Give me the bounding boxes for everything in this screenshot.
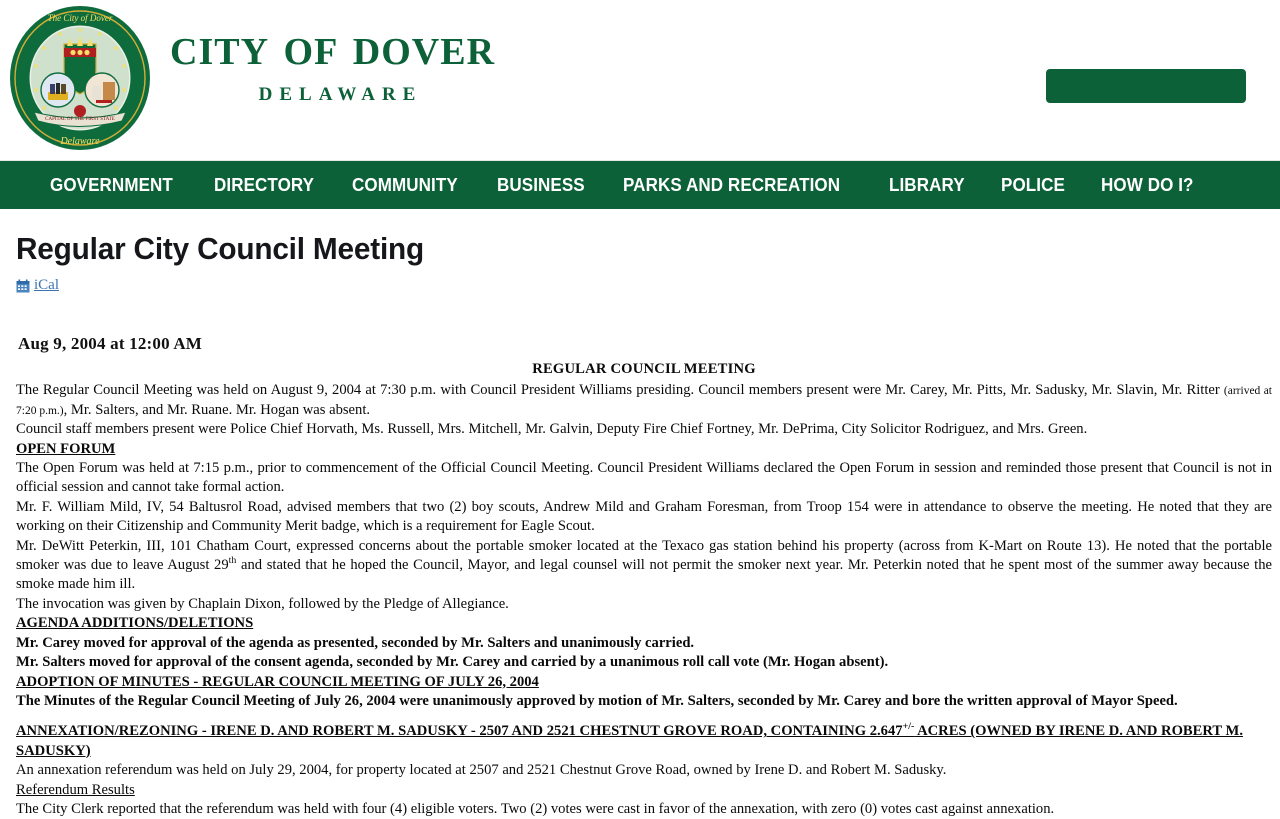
site-header (0, 0, 1280, 161)
intro-text-b: , Mr. Salters, and Mr. Ruane. Mr. Hogan was absent. (63, 401, 371, 418)
open-forum-paragraph-4: The invocation was given by Chaplain Dixon, followed by the Pledge of Allegiance. (16, 595, 509, 612)
annex-heading-a: ANNEXATION/REZONING - IRENE D. AND ROBERT M. SADUSKY - 2507 AND 2521 CHESTNUT GROVE ROAD, CONTAINING 2.647 (16, 723, 903, 740)
open-forum-paragraph-2: Mr. F. William Mild, IV, 54 Baltusrol Road, advised members that two (2) boy scouts, Andrew Mild and Graham Foresman, from Troop 154 were in attendance to observe the meeting. He noted that they are working on their Citizenship and Community Merit badge, which is a requirement for Eagle Scout. (16, 498, 1272, 535)
brand-subtitle: delaware (258, 76, 423, 107)
page-content (0, 209, 1280, 819)
section-heading-open-forum: OPEN FORUM (16, 440, 116, 457)
intro-arrival-note: (arrived at 7:20 p.m.) (16, 385, 1273, 417)
svg-text:The City of Dover: The City of Dover (47, 13, 113, 23)
header-action-button[interactable] (1046, 69, 1246, 103)
section-heading-adoption-of-minutes: ADOPTION OF MINUTES - REGULAR COUNCIL MEETING OF JULY 26, 2004 (16, 673, 539, 690)
brand-wordmark (170, 15, 496, 137)
open-forum-paragraph-1: The Open Forum was held at 7:15 p.m., prior to commencement of the Official Council Meeting. Council President Williams declared the Open Forum in session and reminded those present that Council is not in official session and cannot take formal action. (16, 460, 1272, 496)
nav-item-business[interactable]: BUSINESS (497, 174, 586, 195)
section-heading-annexation-rezoning (16, 722, 1272, 761)
brand-title: city of dover (170, 15, 496, 76)
brand[interactable] (8, 4, 495, 152)
minutes-intro-paragraph-1 (16, 381, 1272, 420)
section-spacer (16, 711, 1272, 722)
minutes-doc-title: REGULAR COUNCIL MEETING (532, 361, 756, 377)
nav-item-community[interactable]: COMMUNITY (352, 174, 459, 195)
nav-item-how-do-i[interactable]: HOW DO I? (1100, 174, 1194, 195)
agenda-motion-2: Mr. Salters moved for approval of the consent agenda, seconded by Mr. Carey and carried by a unanimous roll call vote (Mr. Hogan absent). (16, 654, 889, 671)
ical-link[interactable]: iCal (34, 277, 59, 293)
svg-text:Delaware: Delaware (60, 136, 100, 147)
svg-text:CAPITAL OF THE FIRST STATE: CAPITAL OF THE FIRST STATE (45, 117, 115, 122)
annexation-body: An annexation referendum was held on July 29, 2004, for property located at 2507 and 2521 Chestnut Grove Road, owned by Irene D. and Robert M. Sadusky. (16, 762, 947, 779)
nav-item-library[interactable]: LIBRARY (888, 174, 965, 195)
minutes-intro-paragraph-2: Council staff members present were Police Chief Horvath, Ms. Russell, Mrs. Mitchell, Mr. Galvin, Deputy Fire Chief Fortney, Mr. DePrima, City Solicitor Rodriguez, and Mrs. Green. (16, 421, 1088, 438)
nav-item-directory[interactable]: DIRECTORY (213, 174, 314, 195)
event-date: Aug 9, 2004 at 12:00 AM (18, 334, 203, 353)
agenda-motion-1: Mr. Carey moved for approval of the agenda as presented, seconded by Mr. Salters and unanimously carried. (16, 634, 695, 651)
section-heading-agenda-additions: AGENDA ADDITIONS/DELETIONS (16, 615, 254, 632)
intro-text-a: The Regular Council Meeting was held on August 9, 2004 at 7:30 p.m. with Council President Williams presiding. Council members present were Mr. Carey, Mr. Pitts, Mr. Sadusky, Mr. Slavin, Mr. Ritter (16, 382, 1224, 399)
ordinal-superscript: th (228, 555, 237, 567)
peterkin-text-a: Mr. DeWitt Peterkin, III, 101 Chatham Court, expressed concerns about the portable smoker located at the Texaco gas station behind his property (across from K-Mart on Route 13). He noted that the portable smoker was due to leave August 29 (16, 537, 1272, 574)
acreage-superscript: +/- (902, 721, 915, 733)
open-forum-paragraph-3 (16, 537, 1272, 595)
page-title: Regular City Council Meeting (16, 231, 424, 266)
peterkin-text-b: and stated that he hoped the Council, Mayor, and legal counsel will not permit the smoker next year. Mr. Peterkin noted that he spent most of the summer away because the smoke made him ill. (16, 557, 1272, 593)
meeting-minutes-body (16, 360, 1272, 819)
adoption-of-minutes-body: The Minutes of the Regular Council Meeting of July 26, 2004 were unanimously approved by motion of Mr. Salters, seconded by Mr. Carey and bore the written approval of Mayor Speed. (16, 692, 1178, 709)
nav-item-government[interactable]: GOVERNMENT (50, 174, 173, 195)
annex-heading-b: ACRES (OWNED BY IRENE D. AND ROBERT M. SADUSKY) (16, 723, 1243, 759)
referendum-results-body: The City Clerk reported that the referendum was held with four (4) eligible voters. Two (2) votes were cast in favor of the annexation, with zero (0) votes cast against annexation. (16, 800, 1055, 817)
city-seal-icon (8, 4, 152, 152)
calendar-icon (16, 279, 30, 293)
nav-item-parks-and-recreation[interactable]: PARKS AND RECREATION (622, 174, 840, 195)
main-navigation (0, 161, 1280, 209)
section-heading-referendum-results: Referendum Results (16, 781, 135, 798)
ical-row (16, 277, 1268, 294)
nav-item-police[interactable]: POLICE (1001, 174, 1065, 195)
